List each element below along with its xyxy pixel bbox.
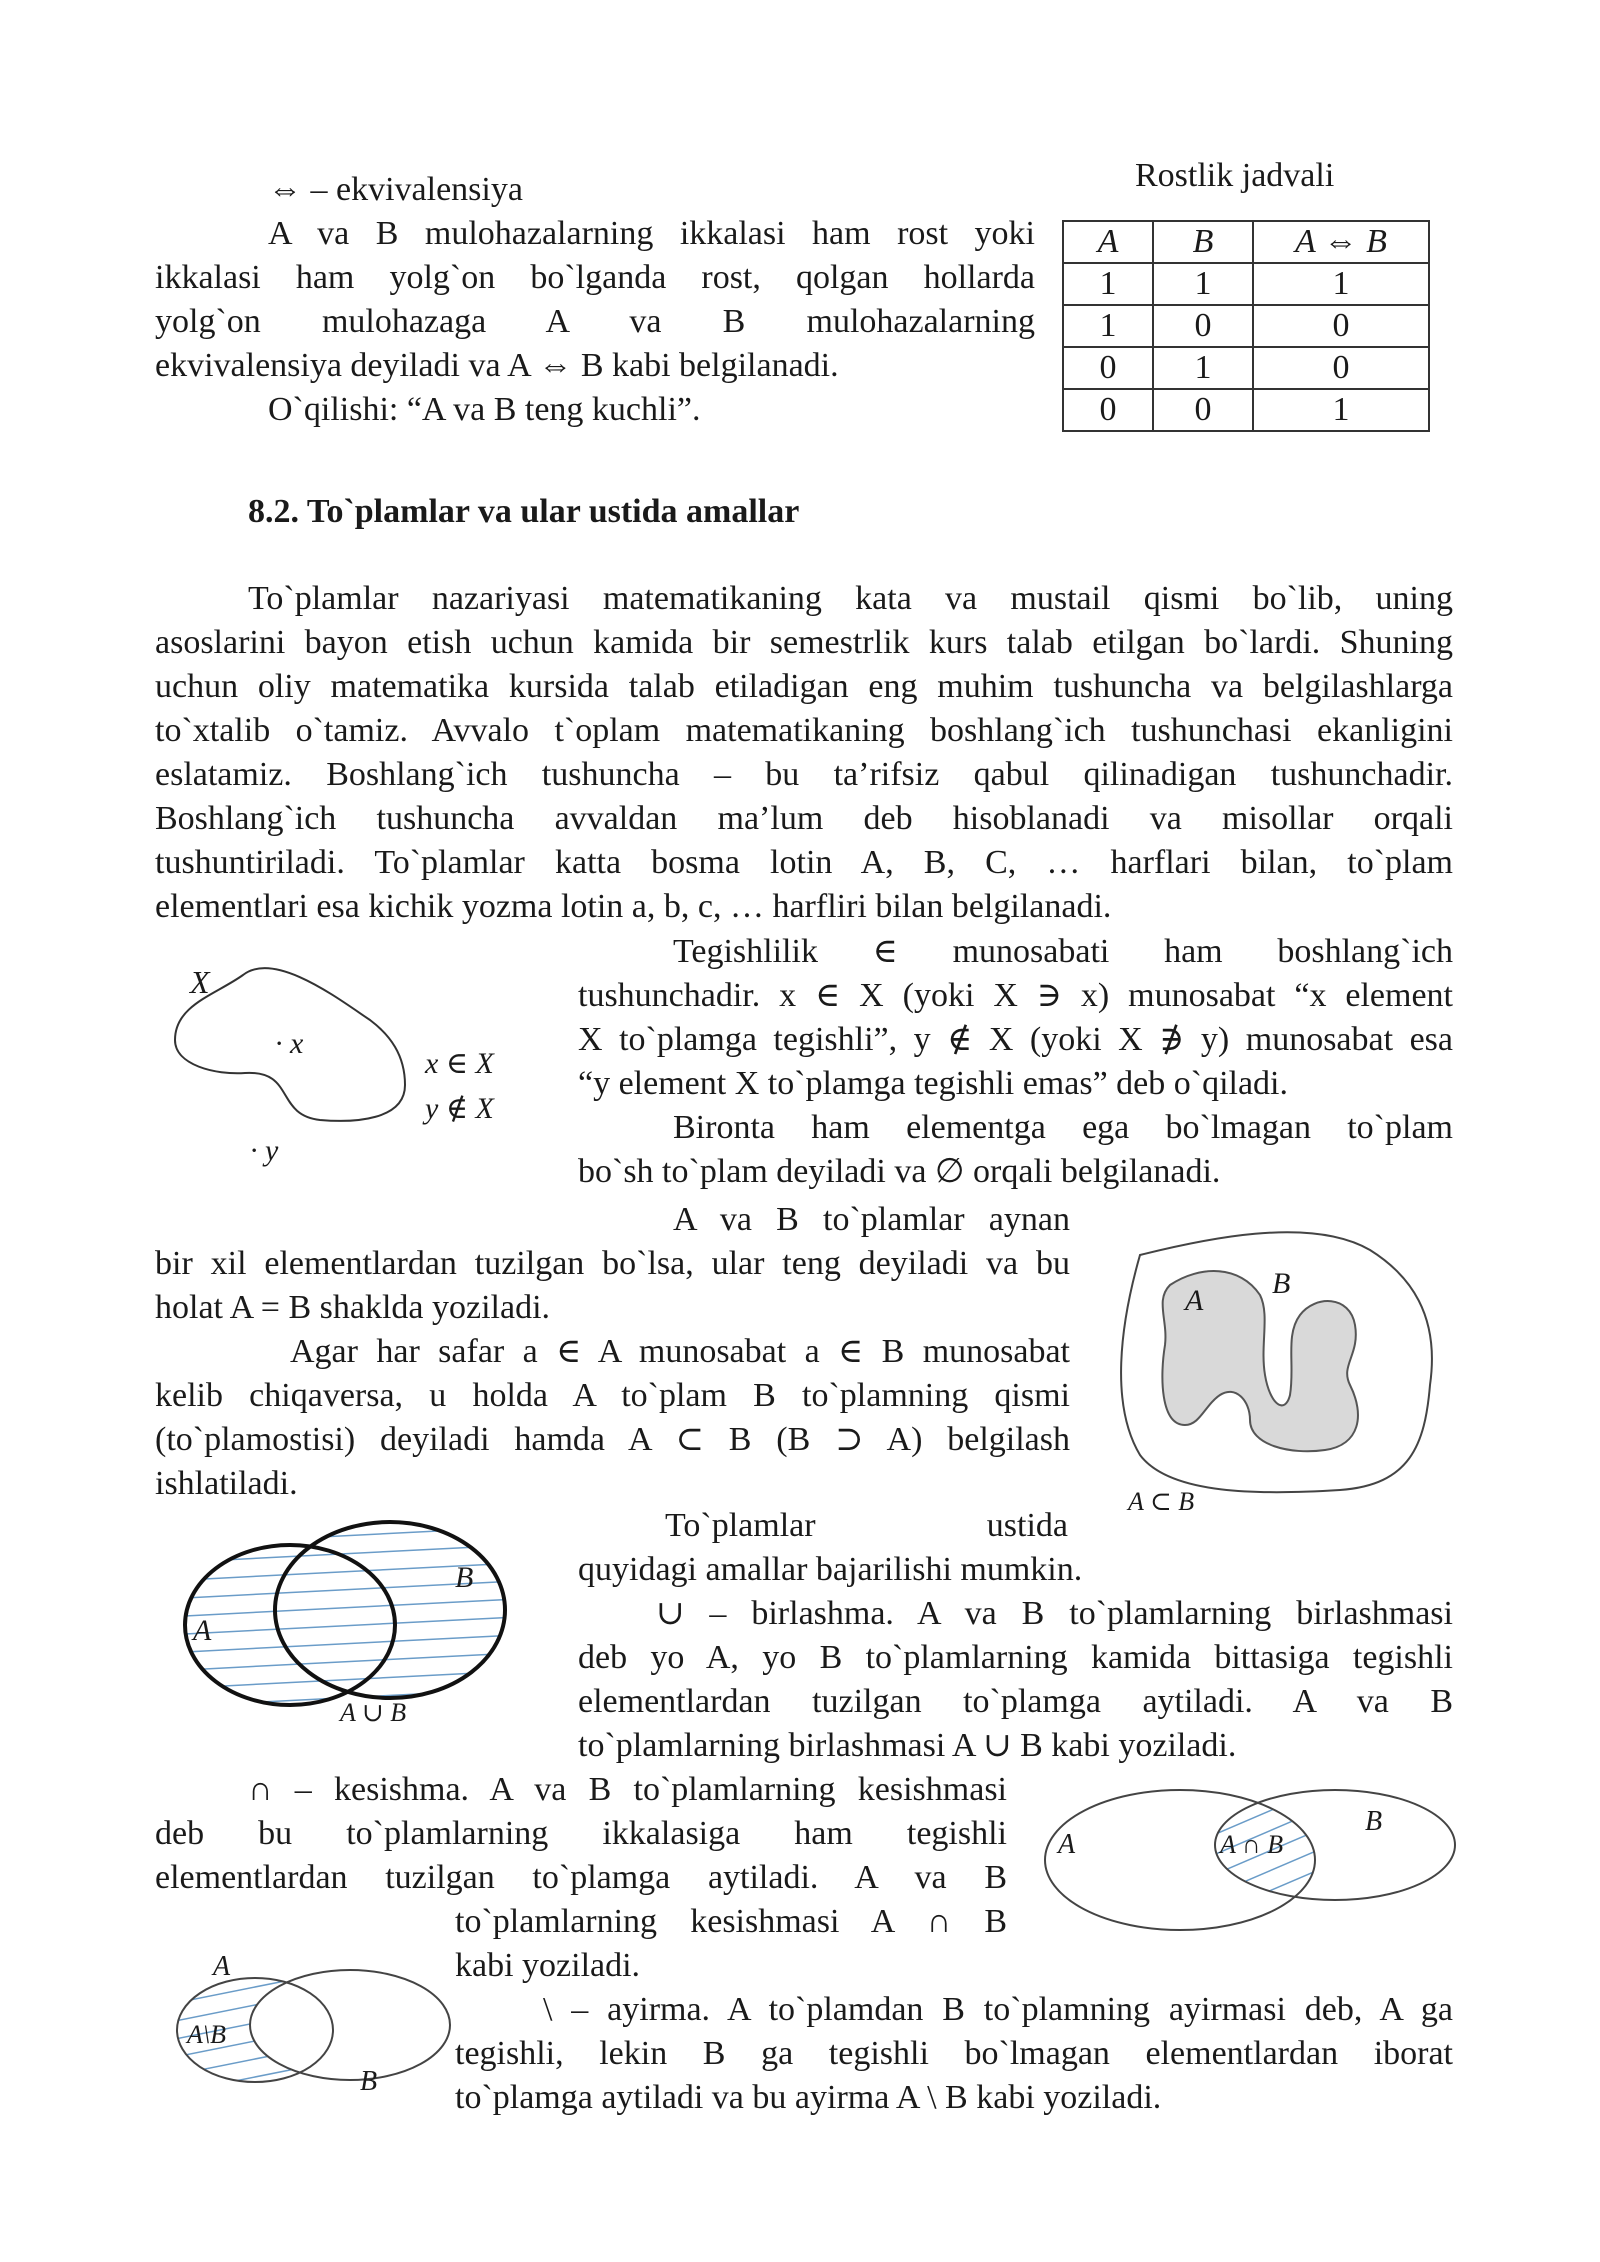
table-cell: 0 bbox=[1253, 347, 1429, 389]
intersection-figure bbox=[1040, 1785, 1460, 1935]
y-notin-x-label: y ∉ X bbox=[425, 1092, 494, 1125]
element-y-label: · y bbox=[250, 1134, 279, 1167]
membership-line-1: Tegishlilik ∈ munosabati ham boshlang`ich bbox=[673, 933, 1453, 970]
intersect-line-1: ∩ – kesishma. A va B to`plamlarning kesishmasi bbox=[248, 1771, 1007, 1808]
truth-table bbox=[1062, 220, 1430, 432]
table-row bbox=[1063, 263, 1429, 305]
table-cell: 0 bbox=[1063, 347, 1153, 389]
intro-line-5: eslatamiz. Boshlang`ich tushuncha – bu ta’rifsiz qabul qilinadigan tushunchadir. bbox=[155, 756, 1453, 793]
table-cell: 0 bbox=[1153, 305, 1253, 347]
membership-line-4: “y element X to`plamga tegishli emas” deb o`qiladi. bbox=[578, 1065, 1288, 1102]
section-title: 8.2. To`plamlar va ular ustida amallar bbox=[248, 493, 800, 530]
membership-figure bbox=[155, 955, 535, 1195]
equal-line-3: holat A = B shaklda yoziladi. bbox=[155, 1289, 551, 1326]
intersect-paragraph bbox=[155, 1768, 1007, 1900]
difference-b-label: B bbox=[360, 2066, 378, 2097]
membership-line-3: X to`plamga tegishli”, y ∉ X (yoki X ∌ y) munosabat esa bbox=[578, 1021, 1453, 1058]
membership-paragraph bbox=[578, 930, 1453, 1194]
table-row bbox=[1063, 305, 1429, 347]
intersect-line-2: deb bu to`plamlarning ikkalasiga ham tegishli bbox=[155, 1815, 1007, 1852]
truth-table-title: Rostlik jadvali bbox=[1135, 157, 1335, 194]
equiv-line-1: A va B mulohazalarning ikkalasi ham rost yoki bbox=[268, 215, 1035, 252]
intersection-a-label: A bbox=[1058, 1829, 1076, 1860]
truth-header-b: B bbox=[1153, 221, 1253, 263]
equiv-reading: O`qilishi: “A va B teng kuchli”. bbox=[268, 391, 701, 428]
ops-line-1: To`plamlar ustida bbox=[665, 1507, 1068, 1544]
membership-line-2: tushunchadir. x ∈ X (yoki X ∋ x) munosabat “x element bbox=[578, 977, 1453, 1014]
table-cell: 1 bbox=[1063, 305, 1153, 347]
intersect-paragraph-cont bbox=[455, 1900, 1007, 1988]
subset-line-3: (to`plamostisi) deyiladi hamda A ⊂ B (B ⊃ A) belgilash bbox=[155, 1421, 1070, 1458]
intro-line-2: asoslarini bayon etish uchun kamida bir semestrlik kurs talab etilgan bo`lardi. Shuning bbox=[155, 624, 1453, 661]
table-cell: 0 bbox=[1153, 389, 1253, 431]
x-in-x-label: x ∈ X bbox=[425, 1047, 494, 1080]
difference-figure bbox=[165, 1945, 455, 2115]
difference-line-2: tegishli, lekin B ga tegishli bo`lmagan elementlardan iborat bbox=[455, 2035, 1453, 2072]
intro-line-1: To`plamlar nazariyasi matematikaning kata va mustail qismi bo`lib, uning bbox=[248, 580, 1453, 617]
difference-a-label: A bbox=[213, 1951, 231, 1982]
difference-caption: A\B bbox=[187, 2020, 226, 2049]
equiv-line-2: ikkalasi ham yolg`on bo`lganda rost, qolgan hollarda bbox=[155, 259, 1035, 296]
subset-line-2: kelib chiqaversa, u holda A to`plam B to`plamning qismi bbox=[155, 1377, 1070, 1414]
table-cell: 0 bbox=[1253, 305, 1429, 347]
union-line-4: to`plamlarning birlashmasi A ∪ B kabi yoziladi. bbox=[578, 1727, 1237, 1764]
union-line-1: ∪ – birlashma. A va B to`plamlarning birlashmasi bbox=[656, 1595, 1453, 1632]
subset-caption: A ⊂ B bbox=[1128, 1487, 1195, 1516]
table-cell: 1 bbox=[1063, 263, 1153, 305]
intersection-caption: A ∩ B bbox=[1220, 1830, 1284, 1859]
union-b-label: B bbox=[455, 1561, 474, 1594]
truth-header-a: A bbox=[1063, 221, 1153, 263]
union-caption: A ∪ B bbox=[340, 1698, 407, 1727]
element-x-label: · x bbox=[275, 1027, 304, 1060]
intro-line-8: elementlari esa kichik yozma lotin a, b, c, … harfliri bilan belgilanadi. bbox=[155, 888, 1112, 925]
subset-paragraph bbox=[155, 1330, 1070, 1506]
union-figure bbox=[165, 1505, 555, 1725]
membership-line-6: bo`sh to`plam deyiladi va ∅ orqali belgilanadi. bbox=[578, 1153, 1221, 1190]
equal-line-1: A va B to`plamlar aynan bbox=[673, 1201, 1070, 1238]
set-x-label: X bbox=[190, 964, 210, 1000]
union-hatch bbox=[165, 1505, 555, 1725]
difference-set-b bbox=[250, 1970, 450, 2080]
difference-line-1: \ – ayirma. A to`plamdan B to`plamning ayirmasi deb, A ga bbox=[543, 1991, 1453, 2028]
membership-line-5: Bironta ham elementga ega bo`lmagan to`plam bbox=[673, 1109, 1453, 1146]
union-line-3: elementlardan tuzilgan to`plamga aytiladi. A va B bbox=[578, 1683, 1453, 1720]
intersect-line-3: elementlardan tuzilgan to`plamga aytiladi. A va B bbox=[155, 1859, 1007, 1896]
equiv-line-4: ekvivalensiya deyiladi va A ⇔ B kabi belgilanadi. bbox=[155, 347, 839, 384]
truth-header-ab: A ⇔ B bbox=[1253, 221, 1429, 263]
intro-paragraph bbox=[155, 577, 1453, 929]
equiv-heading: ⇔ – ekvivalensiya bbox=[268, 171, 523, 208]
difference-paragraph bbox=[455, 1988, 1453, 2120]
subset-b-label: B bbox=[1272, 1267, 1291, 1300]
truth-table-header-row bbox=[1063, 221, 1429, 263]
union-a-label: A bbox=[193, 1614, 212, 1647]
union-paragraph bbox=[578, 1592, 1453, 1768]
intro-line-6: Boshlang`ich tushuncha avvaldan ma’lum deb hisoblanadi va misollar orqali bbox=[155, 800, 1453, 837]
subset-line-1: Agar har safar a ∈ A munosabat a ∈ B munosabat bbox=[290, 1333, 1070, 1370]
table-cell: 1 bbox=[1153, 263, 1253, 305]
intro-line-4: to`xtalib o`tamiz. Avvalo t`oplam matematikaning boshlang`ich tushunchasi ekanligini bbox=[155, 712, 1453, 749]
intro-line-7: tushuntiriladi. To`plamlar katta bosma lotin A, B, C, … harflari bilan, to`plam bbox=[155, 844, 1453, 881]
union-line-2: deb yo A, yo B to`plamlarning kamida bittasiga tegishli bbox=[578, 1639, 1453, 1676]
equal-line-2: bir xil elementlardan tuzilgan bo`lsa, ular teng deyiladi va bu bbox=[155, 1245, 1070, 1282]
table-cell: 1 bbox=[1153, 347, 1253, 389]
intersection-b-label: B bbox=[1365, 1806, 1383, 1837]
table-cell: 1 bbox=[1253, 263, 1429, 305]
intersect-line-4: to`plamlarning kesishmasi A ∩ B bbox=[455, 1903, 1007, 1940]
intersect-line-5: kabi yoziladi. bbox=[455, 1947, 641, 1984]
ops-line-2: quyidagi amallar bajarilishi mumkin. bbox=[578, 1551, 1083, 1588]
subset-a-label: A bbox=[1185, 1284, 1204, 1317]
table-row bbox=[1063, 347, 1429, 389]
equiv-paragraph bbox=[155, 212, 1035, 388]
subset-figure bbox=[1110, 1225, 1450, 1515]
equal-paragraph bbox=[155, 1198, 1070, 1330]
ops-paragraph bbox=[578, 1504, 1083, 1592]
intro-line-3: uchun oliy matematika kursida talab etiladigan eng muhim tushuncha va belgilashlarga bbox=[155, 668, 1453, 705]
subset-line-4: ishlatiladi. bbox=[155, 1465, 298, 1502]
table-cell: 1 bbox=[1253, 389, 1429, 431]
intersection-set-a bbox=[1045, 1790, 1315, 1930]
difference-line-3: to`plamga aytiladi va bu ayirma A \ B kabi yoziladi. bbox=[455, 2079, 1162, 2116]
table-row bbox=[1063, 389, 1429, 431]
table-cell: 0 bbox=[1063, 389, 1153, 431]
equiv-line-3: yolg`on mulohazaga A va B mulohazalarning bbox=[155, 303, 1035, 340]
